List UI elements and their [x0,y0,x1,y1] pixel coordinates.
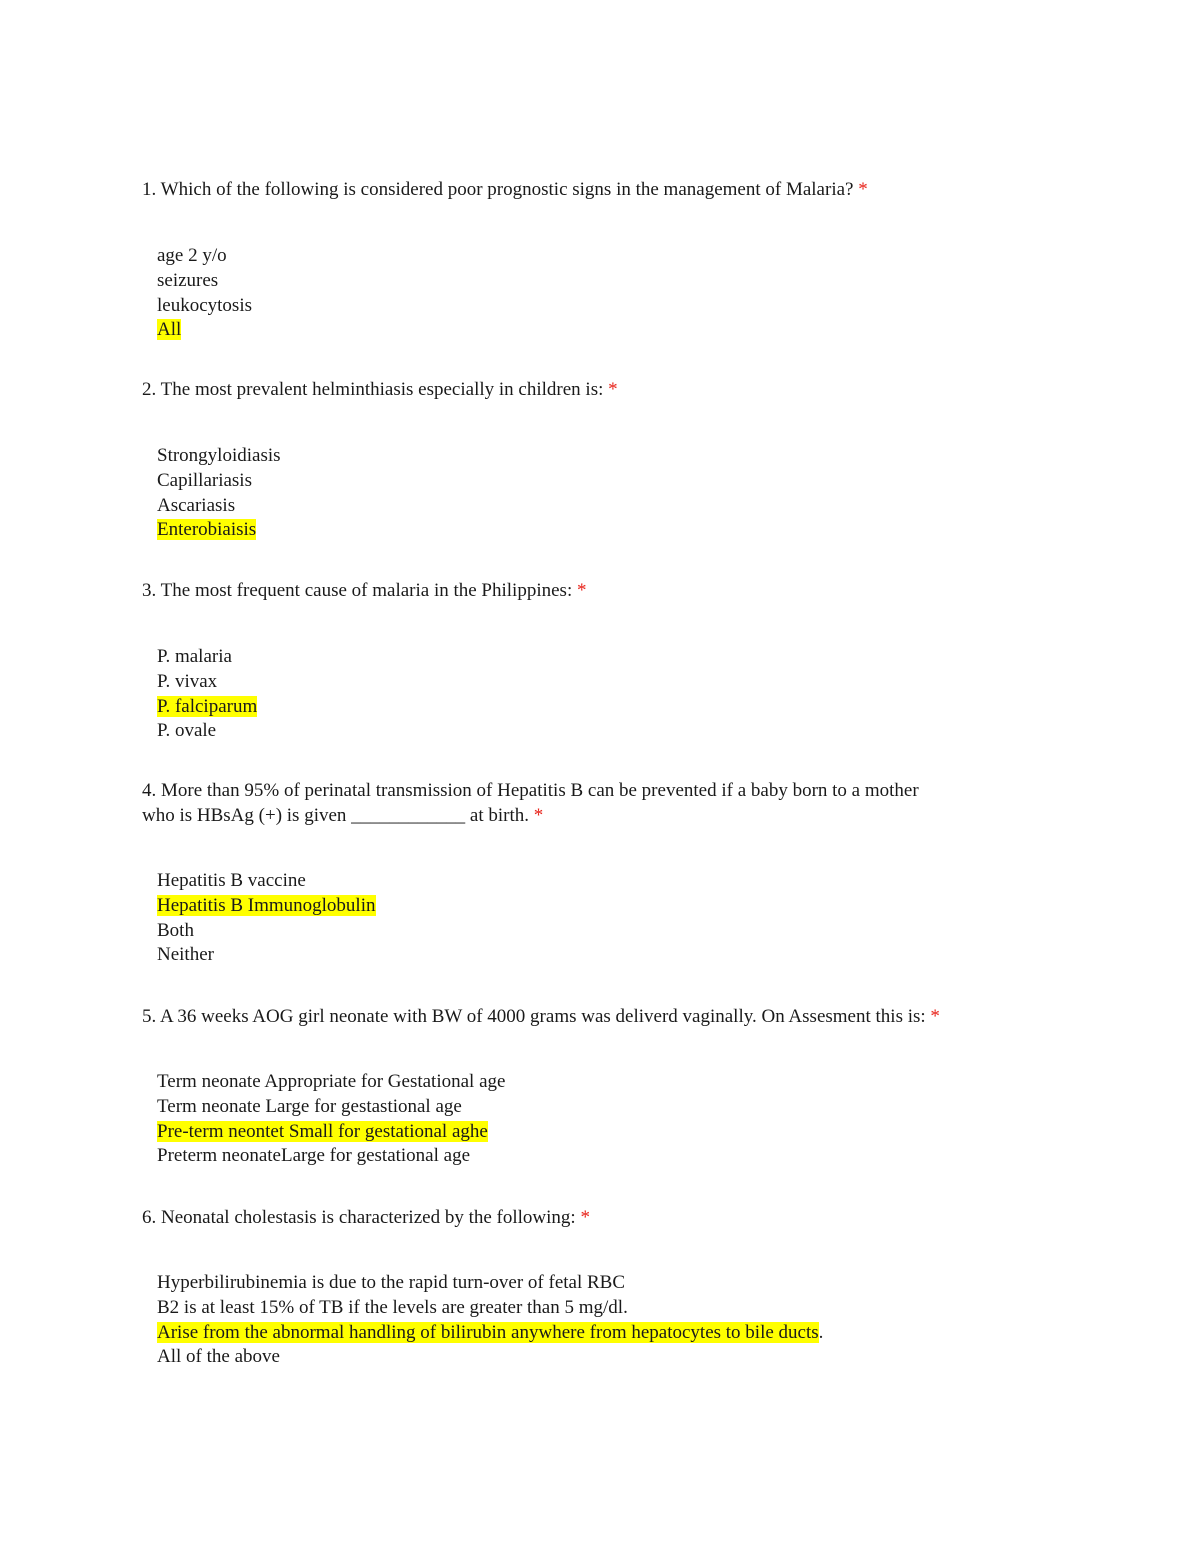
question-2-text [142,377,1062,402]
option [157,1271,1062,1296]
option-text: Strongyloidiasis [157,445,281,466]
option [157,1345,1062,1370]
question-3-options [157,645,1062,744]
question-2-options [157,444,1062,543]
option-highlighted [157,318,1062,343]
required-marker: * [533,805,544,826]
question-4-options [157,869,1062,968]
required-marker: * [580,1207,590,1228]
required-marker: * [930,1006,940,1027]
question-prompt: The most prevalent helminthiasis especially in children is: [160,379,604,400]
option-text: P. vivax [157,670,218,692]
question-2 [142,377,1062,543]
question-5-text [142,1004,1062,1029]
option-text: P. ovale [157,720,217,742]
question-4-text [142,778,1062,828]
option [157,919,1062,944]
question-number: 3. [142,580,157,601]
option-text: age 2 y/o [157,245,227,266]
question-4 [142,778,1062,968]
option-text: Arise from the abnormal handling of bilirubin anywhere from hepatocytes to bile ducts [157,1321,819,1343]
required-marker: * [576,580,587,601]
question-1 [142,177,1062,343]
question-number: 5. [142,1006,157,1027]
option-text: Capillariasis [157,469,252,491]
question-1-options [157,244,1062,343]
option [157,719,1062,744]
question-5 [142,1004,1062,1169]
question-prompt-line2: who is HBsAg (+) is given ____________ at birth. [142,805,530,826]
question-6 [142,1205,1062,1370]
question-number: 6. [142,1207,157,1228]
option-text: P. malaria [157,646,232,667]
option-highlighted [157,1120,1062,1145]
option [157,645,1062,670]
question-prompt: Which of the following is considered poor prognostic signs in the management of Malaria? [160,179,854,200]
question-6-options [157,1271,1062,1370]
option-suffix: . [818,1321,824,1343]
question-number: 1. [142,179,157,200]
question-prompt: A 36 weeks AOG girl neonate with BW of 4000 grams was deliverd vaginally. On Assesment this is: [159,1006,926,1027]
question-5-options [157,1070,1062,1169]
option [157,494,1062,519]
option-highlighted [157,518,1062,543]
option-highlighted [157,695,1062,720]
option-text: P. falciparum [157,695,258,717]
question-6-text [142,1205,1062,1230]
required-marker: * [608,379,618,400]
option [157,670,1062,695]
option-text: Neither [157,944,214,966]
option-text: Ascariasis [157,494,236,516]
question-number: 4. [142,780,157,801]
option-text: Term neonate Large for gestastional age [157,1095,462,1117]
option-text: seizures [157,269,219,291]
option [157,1095,1062,1120]
option-text: All [157,319,182,341]
option-highlighted [157,1321,1062,1346]
option [157,1296,1062,1321]
option [157,244,1062,269]
option-text: leukocytosis [157,294,252,316]
option-text: Hepatitis B Immunoglobulin [157,894,376,916]
option-text: Pre-term neontet Small for gestational aghe [157,1120,488,1142]
option [157,444,1062,469]
option-text: Hepatitis B vaccine [157,870,306,891]
option-text: Hyperbilirubinemia is due to the rapid turn-over of fetal RBC [157,1272,626,1293]
required-marker: * [858,179,868,200]
option-text: Preterm neonateLarge for gestational age [157,1145,471,1167]
question-1-text [142,177,1062,202]
question-prompt-line1: More than 95% of perinatal transmission of Hepatitis B can be prevented if a baby born to a mother [161,780,919,801]
option-text: Enterobiaisis [157,519,257,541]
question-prompt: The most frequent cause of malaria in the Philippines: [160,580,573,601]
option [157,869,1062,894]
option [157,294,1062,319]
question-prompt: Neonatal cholestasis is characterized by the following: [161,1207,576,1228]
question-number: 2. [142,379,157,400]
option [157,1144,1062,1169]
question-3-text [142,578,1062,603]
option [157,269,1062,294]
option-text: All of the above [157,1346,280,1368]
option [157,469,1062,494]
question-3 [142,578,1062,744]
option [157,1070,1062,1095]
option [157,943,1062,968]
option-text: B2 is at least 15% of TB if the levels are greater than 5 mg/dl. [157,1296,628,1318]
option-highlighted [157,894,1062,919]
option-text: Both [157,919,194,941]
option-text: Term neonate Appropriate for Gestational age [157,1071,506,1092]
